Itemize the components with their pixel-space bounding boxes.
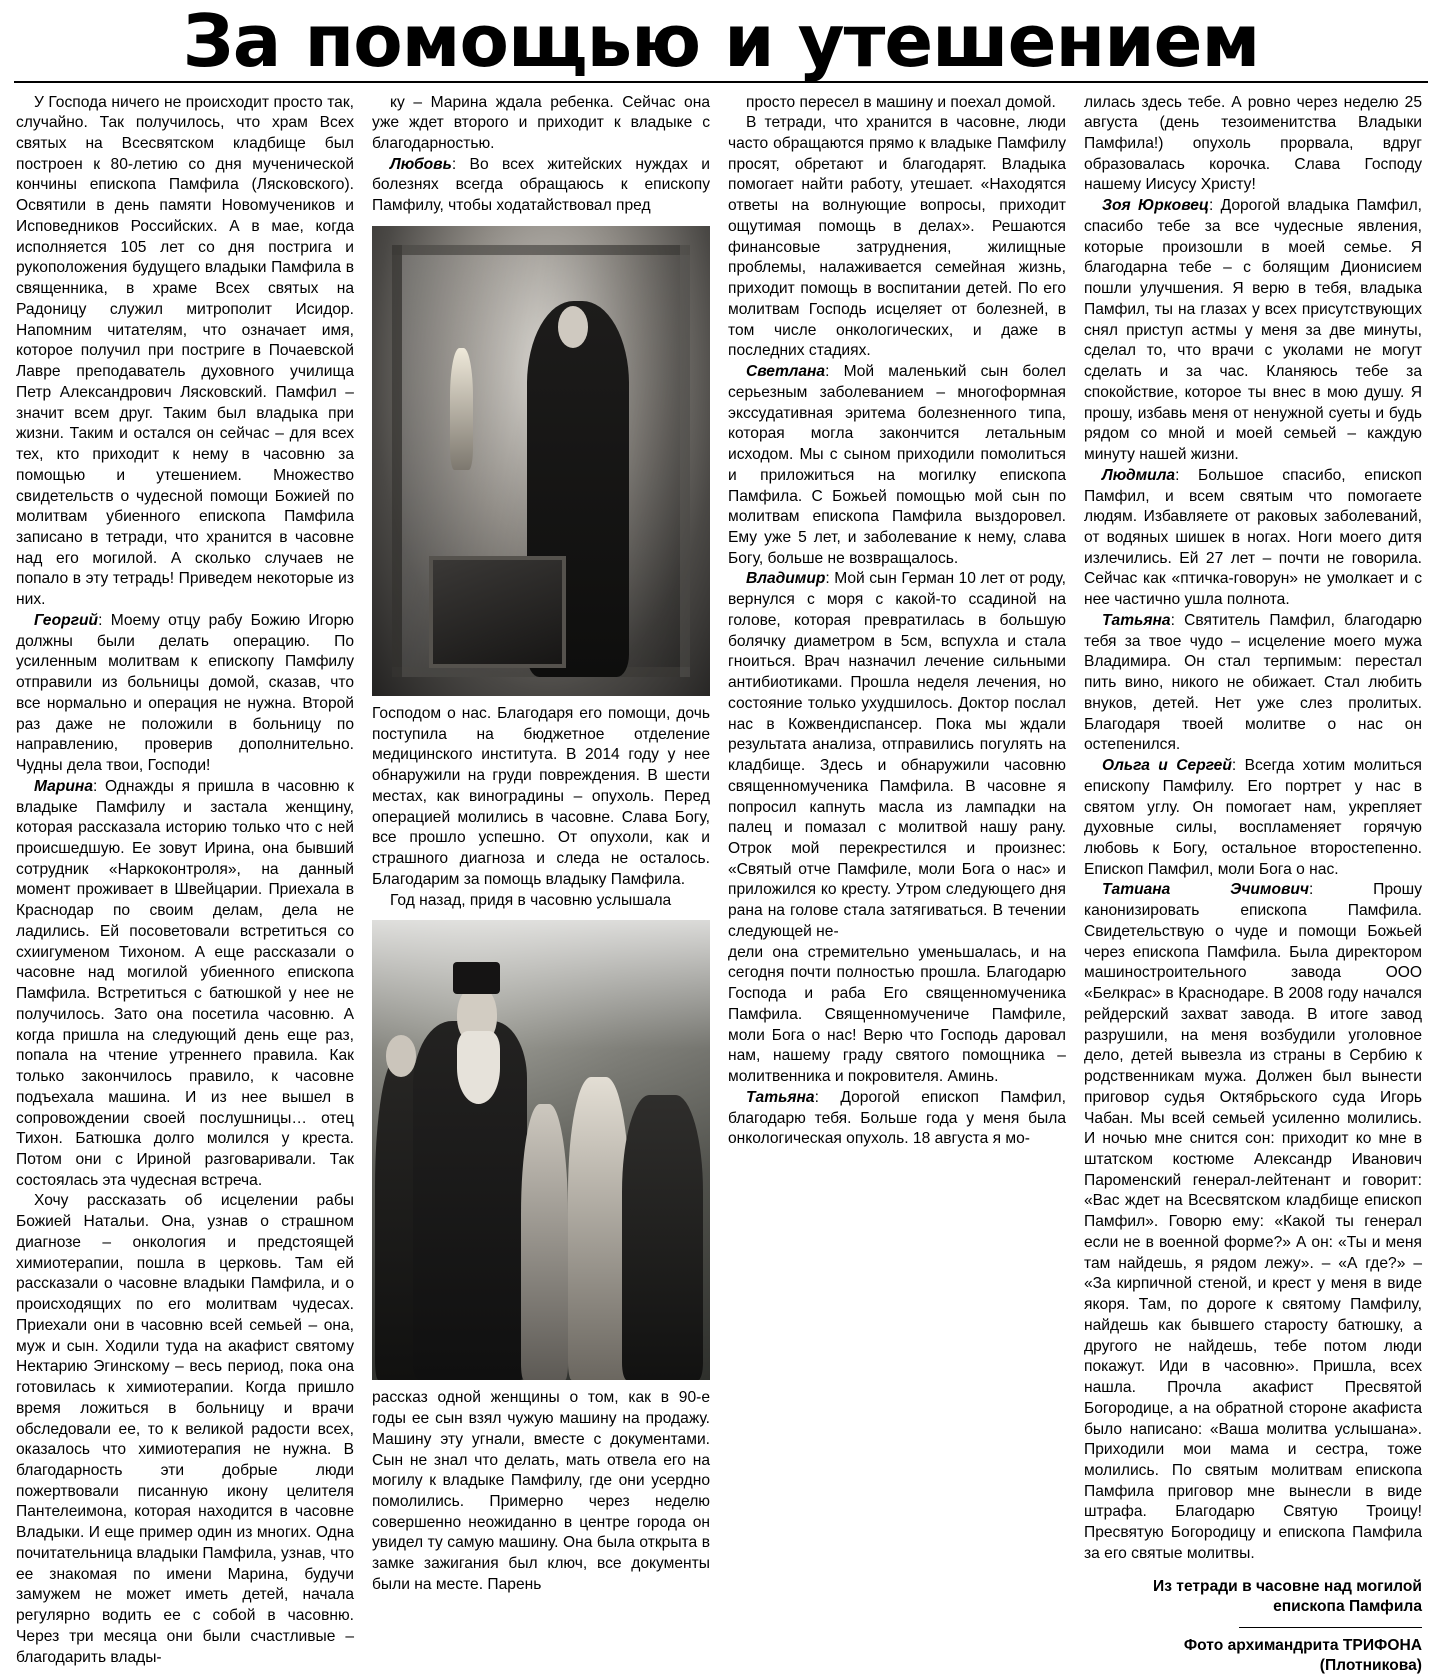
priest-hat <box>453 962 500 994</box>
testimony-author: Любовь <box>390 155 452 173</box>
monk-head <box>386 1035 416 1076</box>
testimony-text: Дорогой епископ Памфил, благодарю тебя. Больше года у меня была онкологическая опухоль. 18 августа я мо- <box>728 1088 1066 1148</box>
article-columns <box>0 93 1442 1677</box>
paragraph: лилась здесь тебе. А ровно через неделю 25 августа (день тезоименитства Владыки Памфила!) опухоль прорвала, вдруг образовалась корочка. Слава Господу нашему Иисусу Христу! <box>1084 93 1422 194</box>
photo-credit-line: Фото архимандрита ТРИФОНА <box>1183 1637 1422 1655</box>
paragraph-testimony <box>1084 466 1422 611</box>
page-title: За помощью и утешением <box>182 0 1260 83</box>
grave-plaque <box>429 556 565 667</box>
paragraph: Господом о нас. Благодаря его помощи, дочь поступила на бюджетное отделение медицинского института. В 2014 году у нее обнаружили на груди повреждения. В шести местах, как виноградины – опухоль. Перед операцией молились в часовне. Слава Богу, все прошло успешно. От опухоли, как и страшного диагноза и следа не осталось. Благодарим за помощь владыку Памфила. <box>372 704 710 888</box>
woman-figure-2 <box>568 1077 629 1381</box>
paragraph-testimony <box>1084 611 1422 756</box>
column-3 <box>728 93 1066 1150</box>
paragraph: Хочу рассказать об исцелении рабы Божией Натальи. Она, узнав о страшном диагнозе – онкология и предстоящей химиотерапии, пошла в церковь. Там ей рассказали о часовне владыки Памфила, и о происходящих по его молитвам чудесах. Приехали они в часовню всей семьей – она, муж и сын. Ходили туда на акафист святому Нектарию Эгинскому – весь период, пока она готовилась к химиотерапии. Когда пришло время ложиться в больницу и врачи обследовали ее, то к великой радости всех, оказалось что химиотерапия не нужна. В благодарность эти добрые люди пожертвовали писанную икону целителя Пантелеимона, которая находится в часовне Владыки. И еще пример один из многих. Одна почитательница владыки Памфила, узнав, что ее знакомая по имени Марина, будучи замужем не может иметь детей, начала регулярно водить ее с собой в часовню. Через три месяца они были счастливые – благодарить влады- <box>16 1192 354 1666</box>
testimony-author: Владимир <box>746 570 826 588</box>
paragraph: дели она стремительно уменьшалась, и на сегодня почти полностью прошла. Благодарю Господа и раба Его священномученика Памфила. Священномучениче Памфиле, моли Бога о нас! Верю что Господь даровал нам, нашему граду святого помощника – молитвенника и покровителя. Аминь. <box>728 943 1066 1086</box>
photo-credit-line: (Плотникова) <box>1319 1657 1422 1675</box>
paragraph-testimony <box>16 611 354 777</box>
paragraph: В тетради, что хранится в часовне, люди часто обращаются прямо к владыке Памфилу просят, обретают и благодарят. Владыка помогает найти работу, утешает. «Находятся ответы на волнующие вопросы, приходит ощутимая помощь в делах». Решаются финансовые затруднения, жилищные проблемы, налаживается семейная жизнь, приходит помощь в воспитании детей. По его молитвам Господь исцеляет от болезней, в том числе онкологических, и даже в последних стадиях. <box>728 114 1066 360</box>
paragraph-testimony <box>372 155 710 217</box>
paragraph-testimony <box>16 777 354 1192</box>
testimony-separator: : <box>1208 197 1221 215</box>
testimony-author: Людмила <box>1102 466 1176 484</box>
testimony-separator: : <box>1175 466 1199 484</box>
paragraph-testimony <box>1084 880 1422 1564</box>
testimony-separator: : <box>814 1088 841 1106</box>
testimony-separator: : <box>93 777 106 795</box>
paragraph-testimony <box>1084 756 1422 880</box>
testimony-author: Татиана Эчимович <box>1102 881 1310 899</box>
testimony-text: Святитель Памфил, благодарю тебя за твое чудо – исцеление моего мужа Владимира. Он стал терпимым: перестал пить вино, никого не обижает. Стал любить внуков, детей. Нет уже слез пролитых. Благодаря твоей молитве о нас он остепенился. <box>1084 611 1422 754</box>
paragraph-testimony <box>1084 196 1422 466</box>
testimony-author: Ольга и Сергей <box>1102 757 1232 775</box>
paragraph-testimony <box>728 569 1066 942</box>
source-note-line: Из тетради в часовне над могилой <box>1153 1577 1422 1595</box>
testimony-text: Мой маленький сын болел серьезным заболеванием – многоформная экссудативная эритема болезненного типа, которая могла закончится летальным исходом. Мы с сыном приходили помолиться и приложиться на могилку епископа Памфила. С Божьей помощью мой сын по молитвам епископа Памфила выздоровел. Ему уже 5 лет, и заболевание к нему, слава Богу, больше не возвращалось. <box>728 363 1066 567</box>
testimony-separator: : <box>825 570 835 588</box>
column-4 <box>1084 93 1422 1677</box>
testimony-author: Зоя Юрковец <box>1102 197 1209 215</box>
testimony-text: Большое спасибо, епископ Памфил, и всем святым что помогаете людям. Избавляете от раковых заболеваний, от водяных шишек в ногах. Ноги моего дитя излечились. Ей 27 лет – почти не говорила. Сейчас как «птичка-говорун» не умолкает и с нее частично ушла полнота. <box>1084 466 1422 609</box>
testimony-author: Светлана <box>746 363 826 381</box>
paragraph: У Господа ничего не происходит просто так, случайно. Так получилось, что храм Всех святых на Всесвятском кладбище был построен к 80-летию со дня мученической кончины епископа Памфила (Лясковского). Освятили в день памяти Новомучеников и Исповедников Российских. А в мае, когда исполняется 105 лет со дня пострига и рукоположения будущего владыки Памфила в священника, в храме Всех святых на Радоницу служил митрополит Исидор. Напомним читателям, что означает имя, которое получил при постриге в Почаевской Лавре преподаватель духовного училища Петр Александрович Лясковский. Памфил – значит всем друг. Таким был владыка при жизни. Таким и остался он сейчас – для всех тех, кто приходит к нему в часовню за помощью и утешением. Множество свидетельств о чудесной помощи Божией по молитвам убиенного епископа Памфила записано в тетради, что хранится в часовне над его могилой. А сколько случаев не попало в эту тетрадь! Приведем некоторые из них. <box>16 93 354 609</box>
paragraph: ку – Марина ждала ребенка. Сейчас она уже ждет второго и приходит к владыке с благодарностью. <box>372 93 710 153</box>
testimony-author: Татьяна <box>746 1088 815 1106</box>
column-2 <box>372 93 710 1596</box>
photo-priest-with-people <box>372 920 710 1380</box>
testimony-author: Марина <box>34 777 93 795</box>
testimony-text: Моему отцу рабу Божию Игорю должны были делать операцию. По усиленным молитвам к епископу Памфилу отправили из больницы домой, сказав, что все нормально и операция не нужна. Второй раз даже не положили в больницу по направлению, проверив дополнительно. Чудны дела твои, Господи! <box>16 611 354 775</box>
testimony-author: Георгий <box>34 611 99 629</box>
testimony-separator: : <box>825 363 844 381</box>
source-note-line: епископа Памфила <box>1273 1597 1422 1615</box>
credit-divider <box>1239 1627 1422 1628</box>
column-1 <box>16 93 354 1669</box>
testimony-author: Татьяна <box>1102 611 1171 629</box>
paragraph: Год назад, придя в часовню услышала <box>390 891 672 909</box>
testimony-text: Во всех житейских нуждах и болезнях всегда обращаюсь к епископу Памфилу, чтобы ходатайствовал пред <box>372 155 710 215</box>
woman-figure-1 <box>521 1104 568 1380</box>
testimony-separator: : <box>1309 881 1374 899</box>
testimony-separator: : <box>1231 757 1245 775</box>
paragraph: рассказ одной женщины о том, как в 90-е годы ее сын взял чужую машину на продажу. Машину эту угнали, вместе с документами. Сын не знал что делать, мать отвела его на могилу к владыке Памфилу, где они усердно помолились. Примерно через неделю совершенно неожиданно в центре города он увидел ту самую машину. Она была открыта в замке зажигания был ключ, все документы были на месте. Парень <box>372 1389 710 1593</box>
testimony-text: Однажды я пришла в часовню к владыке Памфилу и застала женщину, которая рассказала историю только что с ней происшедшую. Ее зовут Ирина, она бывший сотрудник «Наркоконтроля», на данный момент проживает в Швейцарии. Приехала в Краснодар по своим делам, дела не ладились. Ей посоветовали встретиться со схиигуменом Тихоном. А еще рассказали о часовне над могилой убиенного епископа Памфила. Встретиться с батюшкой у нее не получилось. Зато она посетила часовню. А когда пришла на следующий день еще раз, попала на чтение утреннего правила. Как только закончилось правило, к часовне подъехала машина. И из нее вышел в сопровождении своей послушницы… отец Тихон. Батюшка долго молился у креста. Потом они с Ириной разговаривали. Так состоялась эта чудесная встреча. <box>16 777 354 1189</box>
testimony-text: Дорогой владыка Памфил, спасибо тебе за все чудесные явления, которые произошли в моей семье. Я благодарна тебе – с болящим Дионисием пошли улучшения. Я верю в тебя, владыка Памфил, ты на глазах у всех присутствующих снял приступ астмы у меня за две минуты, сделал то, что врачи с уколами не могут сделать и за час. Кланяюсь тебе за спокойствие, которое ты внес в мою душу. Я прошу, избавь меня от ненужной суеты и будь рядом со мной и моей семьей – каждую минуту нашей жизни. <box>1084 197 1423 464</box>
testimony-text: Прошу канонизировать епископа Памфила. Свидетельствую о чуде и помощи Божьей через епископа Памфила. Была директором машиностроительного завода ООО «Белкрас» в Краснодаре. В 2008 году начался рейдерский захват завода. В итоге завод разрушили, на меня возбудили уголовное дело, детей вывезла из страны в Сербию к родственникам мужа. Должен был вынести приговор судья Октябрьского суда Игорь Чабан. Мы всей семьей усиленно молились. И ночью мне снится сон: приходит ко мне в штатском костюме Александр Иванович Пароменский генерал-лейтенант и говорит: «Вас ждет на Всесвятском кладбище епископ Памфил». Говорю ему: «Какой ты генерал если не в военной форме?» А он: «Ты и меня там найдешь, я рядом лежу». – «А где?» – «За кирпичной стеной, и крест у меня в виде якоря. Там, по дороге к святому Памфилу, найдешь как бывшего старосту батюшку, а другого не найдешь, тебе потом люди покажут. Иди в часовню». Пришла, всех нашла. Прочла акафист Пресвятой Богородице, а на обратной стороне акафиста было написано: «Ваша молитва услышана». Приходили мои мама и сестра, тоже молились. По святым молитвам епископа Памфила приговор мне вынесли в виде штрафа. Благодарю Святую Троицу! Пресвятую Богородицу и епископа Памфила за его святые молитвы. <box>1084 881 1422 1562</box>
testimony-text: Мой сын Герман 10 лет от роду, вернулся с моря с какой-то ссадиной на голове, которая превратилась в большую болячку диаметром в 5см, вспухла и стала гноиться. Врач назначил лечение сильными антибиотиками. Прошла неделя лечения, но состояние только ухудшилось. Доктор послал нас в Кожвендиспансер. Пока мы ждали результата анализа, отправились погулять на кладбище. Здесь и обнаружили часовню священномученика Памфила. В часовне я попросил капнуть масла из лампадки на палец и помазал с молитвой нашу рану. Отрок мой перекрестился и произнес: «Святый отче Памфиле, моли Бога о нас» и приложился ко кресту. Утром следующего дня рана на голове стала затягиваться. В течении следующей не- <box>728 570 1066 940</box>
woman-figure-3 <box>622 1095 703 1380</box>
source-note <box>1084 1577 1422 1618</box>
paragraph-testimony <box>728 362 1066 569</box>
photo-bishop-chapel <box>372 226 710 696</box>
testimony-separator: : <box>451 155 470 173</box>
paragraph-testimony <box>728 1088 1066 1150</box>
testimony-separator: : <box>98 611 111 629</box>
photo-credit <box>1084 1636 1422 1677</box>
paragraph: просто пересел в машину и поехал домой. <box>746 93 1056 111</box>
testimony-text: Всегда хотим молиться епископу Памфилу. Его портрет у нас в святом углу. Он помогает нам, укрепляет духовные силы, воспламеняет горячую любовь к Богу, остальное второстепенно. Епископ Памфил, моли Бога о нас. <box>1084 757 1422 878</box>
chapel-lamp <box>450 348 474 470</box>
testimony-separator: : <box>1170 611 1185 629</box>
